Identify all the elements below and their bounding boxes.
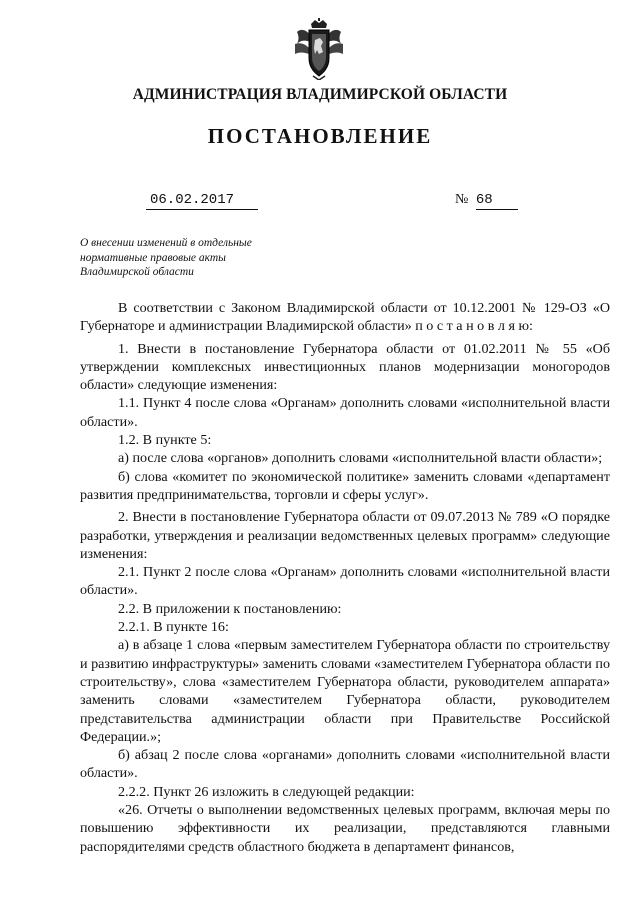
document-date: 06.02.2017 [146,192,258,210]
preamble-paragraph: В соответствии с Законом Владимирской области от 10.12.2001 № 129-ОЗ «О Губернаторе и администрации Владимирской области» п о с т а н о в л я ю: [80,300,610,335]
subject-line: О внесении изменений в отдельные [80,237,252,249]
document-body [80,299,610,856]
coat-of-arms-icon [293,18,345,80]
paragraph-1-2-a: а) после слова «органов» дополнить словами «исполнительной власти области»; [118,450,603,467]
paragraph-2-2-1: 2.2.1. В пункте 16: [118,619,229,636]
paragraph-1-1: 1.1. Пункт 4 после слова «Органам» дополнить словами «исполнительной власти области». [80,395,610,430]
number-value: 68 [476,192,518,210]
document-subject [80,236,320,280]
organization-name: АДМИНИСТРАЦИЯ ВЛАДИМИРСКОЙ ОБЛАСТИ [132,86,508,103]
number-sign: № [455,192,469,207]
paragraph-1-2: 1.2. В пункте 5: [118,432,212,449]
paragraph-26: «26. Отчеты о выполнении ведомственных целевых программ, включая меры по повышению эффективности их реализации, представляются главными распорядителями средств областного бюджета в департамент финансов, [80,802,610,855]
paragraph-1-2-b: б) слова «комитет по экономической политике» заменить словами «департамент развития предпринимательства, торговли и сферы услуг». [80,468,610,503]
subject-line: нормативные правовые акты [80,251,226,264]
paragraph-2-2-1-a: а) в абзаце 1 слова «первым заместителем Губернатора области по строительству и развитию инфраструктуры» заменить словами «заместителем Губернатора области по строительству», слова «заместителем Губернатора области, руководителем аппарата» заменить словами «заместителем Губернатора области, руководителем представительства администрации области при Правительстве Российской Федерации.»; [80,637,610,745]
paragraph-2-2-1-b: б) абзац 2 после слова «органами» дополнить словами «исполнительной власти области». [80,747,610,782]
paragraph-2-1: 2.1. Пункт 2 после слова «Органам» дополнить словами «исполнительной власти области». [80,564,610,599]
paragraph-1: 1. Внести в постановление Губернатора области от 01.02.2011 № 55 «Об утверждении комплексных инвестиционных планов модернизации моногородов области» следующие изменения: [80,340,610,394]
document-number [455,192,518,210]
paragraph-2-2: 2.2. В приложении к постановлению: [118,600,342,617]
subject-line: Владимирской области [80,266,194,278]
paragraph-2-2-2: 2.2.2. Пункт 26 изложить в следующей редакции: [118,783,415,800]
paragraph-2: 2. Внести в постановление Губернатора области от 09.07.2013 № 789 «О порядке разработки, утверждения и реализации ведомственных целевых программ» следующие изменения: [80,509,610,562]
document-type: ПОСТАНОВЛЕНИЕ [207,124,433,148]
